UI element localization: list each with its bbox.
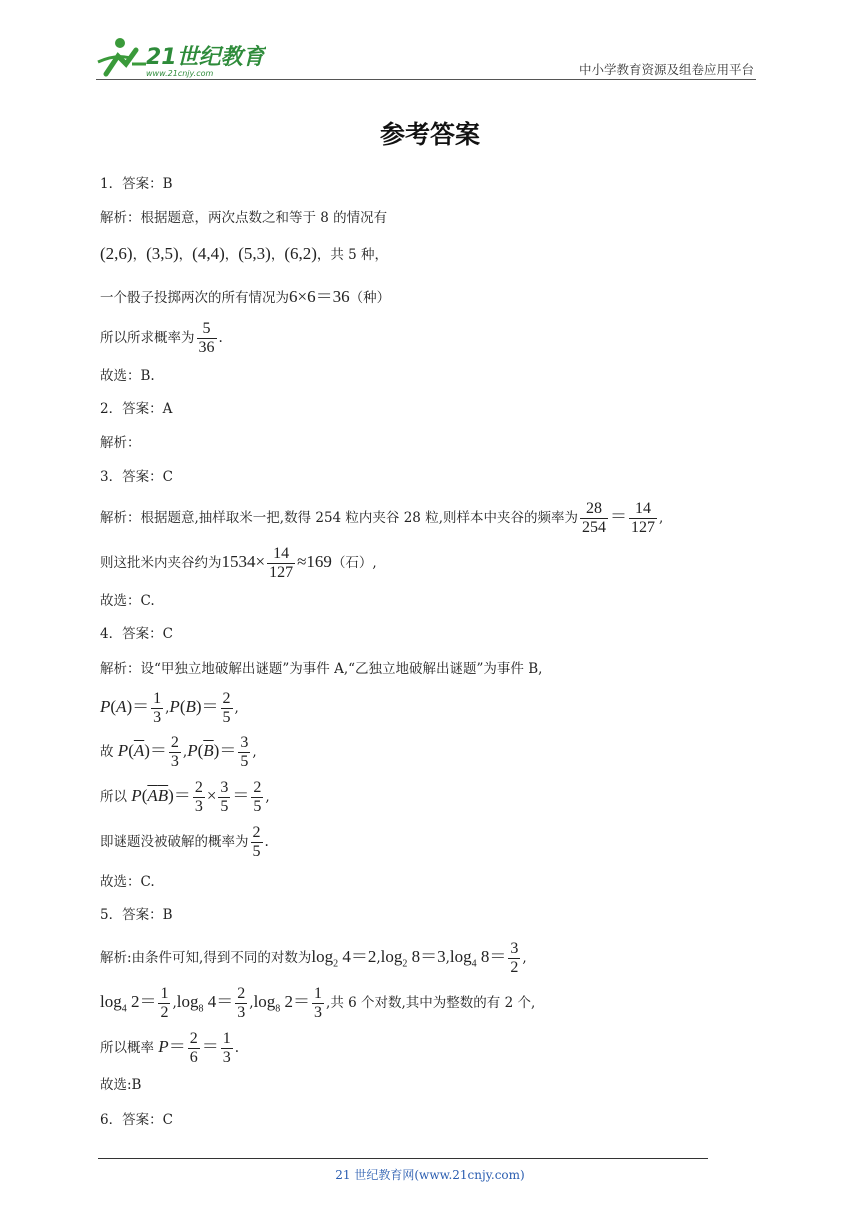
- q4-analysis: 解析：设“甲独立地破解出谜题”为事件 A,“乙独立地破解出谜题”为事件 B,: [100, 661, 543, 677]
- q3-choose: 故选：C.: [100, 593, 155, 609]
- q2-analysis: 解析：: [100, 435, 141, 451]
- q1-choose: 故选：B.: [100, 368, 155, 384]
- q5-analysis: 解析:由条件可知,得到不同的对数为$\log_2 4=2,\log_2$ $8=3,\log_4$ 8＝ $\frac{3}{2}$ ,: [100, 940, 527, 976]
- q1-analysis: 解析：根据题意，两次点数之和等于 8 的情况有: [100, 210, 388, 226]
- q5-probability: 所以概率 P＝ $\frac{2}{6}$ ＝ $\frac{1}{3}$ .: [100, 1030, 239, 1066]
- q3-answer: 3．答案：C: [100, 469, 173, 485]
- page-title: 参考答案: [379, 120, 480, 149]
- q4-complement: 故 $P(\overline{A})=$ $\frac{2}{3}$ $,P(\overline{B})=$ $\frac{3}{5}$ ,: [100, 734, 257, 770]
- q5-choose: 故选:B: [100, 1077, 142, 1093]
- q5-logs: $\log_4 2=$ $\frac{1}{2}$ $,\log_8$ 4＝ $\frac{2}{3}$ $,\log_8$ 2＝ $\frac{1}{3}$ ,共 6 个对数,其中为整数的有 2 个,: [100, 985, 536, 1021]
- q3-analysis: 解析：根据题意,抽样取米一把,数得 254 粒内夹谷 28 粒,则样本中夹谷的频率为 $\frac{28}{254}$ ＝ $\frac{14}{127}$ ,: [100, 500, 664, 536]
- svg-text:www.21cnjy.com: www.21cnjy.com: [146, 69, 214, 78]
- header-platform-text: 中小学教育资源及组卷应用平台: [578, 62, 754, 77]
- q4-product: 所以 $P(\overline{A}\overline{B})=$ $\frac{2}{3}$ × $\frac{3}{5}$ ＝ $\frac{2}{5}$ ,: [100, 779, 270, 815]
- header-divider: [96, 79, 756, 80]
- logo-21cnjy: [96, 34, 266, 78]
- q4-pa-pb: P(A)＝ $\frac{1}{3}$ ,P(B)＝ $\frac{2}{5}$ ,: [100, 690, 239, 726]
- q4-choose: 故选：C.: [100, 874, 155, 890]
- q5-answer: 5．答案：B: [100, 907, 173, 923]
- q1-probability: 所以所求概率为 $\frac{5}{36}$ .: [100, 320, 223, 356]
- q4-conclusion: 即谜题没被破解的概率为 $\frac{2}{5}$ .: [100, 824, 269, 860]
- footer-text: 21 世纪教育网(www.21cnjy.com): [335, 1168, 525, 1182]
- footer-divider: [98, 1158, 708, 1159]
- page-header: [96, 30, 756, 80]
- q2-answer: 2．答案：A: [100, 401, 173, 417]
- q1-total: 一个骰子投掷两次的所有情况为6×6＝36（种）: [100, 287, 391, 306]
- q1-answer: 1．答案：B: [100, 176, 173, 192]
- q1-pairs: (2,6)，(3,5)，(4,4)，(5,3)，(6,2)，共 5 种，: [100, 244, 389, 263]
- q4-answer: 4．答案：C: [100, 626, 173, 642]
- svg-text:21世纪教育: 21世纪教育: [146, 45, 265, 70]
- q6-answer: 6．答案：C: [100, 1112, 173, 1128]
- q3-estimate: 则这批米内夹谷约为1534× $\frac{14}{127}$ ≈169（石）,: [100, 545, 377, 581]
